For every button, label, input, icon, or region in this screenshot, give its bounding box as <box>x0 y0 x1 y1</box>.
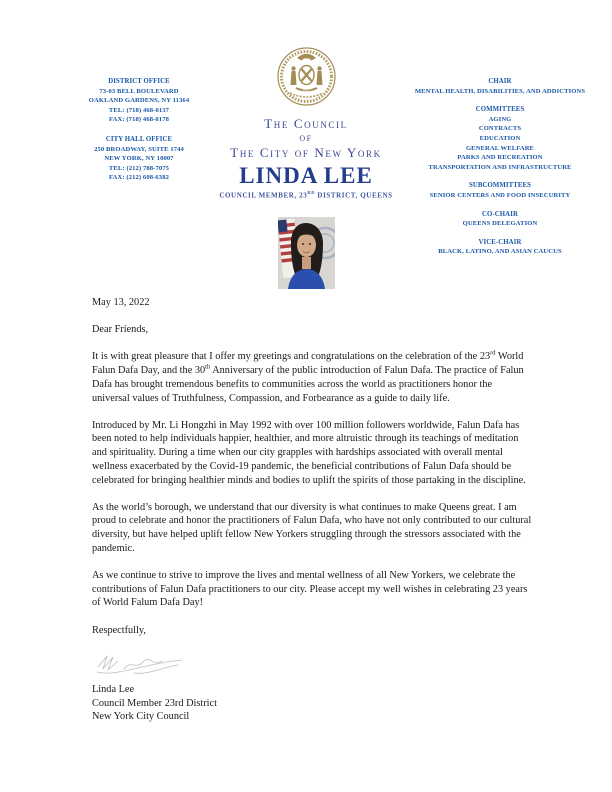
member-title: COUNCIL MEMBER, 23RD DISTRICT, QUEENS <box>219 190 393 200</box>
letter-paragraph: As we continue to strive to improve the lives and mental wellness of all New Yorkers, we celebrate the contributions of Falun Dafa practitioners to our city. Please accept my well wishes in celebrating 23 years of World Falum Dafa Day! <box>92 570 528 609</box>
district-office-address-line: OAKLAND GARDENS, NY 11364 <box>88 97 190 105</box>
role-group-chair <box>396 77 604 96</box>
city-hall-office-fax: FAX: (212) 608-6382 <box>108 174 169 182</box>
seal-year: 1625 <box>301 87 311 93</box>
org-name-line: of <box>299 132 313 144</box>
letter-paragraph: As the world’s borough, we understand that our diversity is what continues to make Queens great. I am proud to celebrate and honor the practitioners of Falun Dafa, who have not only contributed to our cultural diversity, but have helped uplift fellow New Yorkers struggling through the stressors associated with the pandemic. <box>92 501 532 554</box>
signer-block <box>92 683 532 724</box>
city-hall-office-title: CITY HALL OFFICE <box>105 135 173 143</box>
org-name-line: The Council <box>264 116 348 131</box>
role-group-committees <box>396 105 604 172</box>
role-item: MENTAL HEALTH, DISABILITIES, AND ADDICTIONS <box>414 87 586 95</box>
portrait-photo <box>278 217 335 289</box>
city-hall-office-tel: TEL: (212) 788-7075 <box>108 164 170 172</box>
role-item: SENIOR CENTERS AND FOOD INSECURITY <box>429 191 571 199</box>
signer-org: New York City Council <box>92 711 190 723</box>
role-item: GENERAL WELFARE <box>465 144 535 152</box>
role-heading: CHAIR <box>488 78 512 85</box>
role-item: PARKS AND RECREATION <box>457 154 543 162</box>
role-item: TRANSPORTATION AND INFRASTRUCTURE <box>428 163 572 171</box>
nyc-city-seal-icon <box>276 45 337 108</box>
letter-closing: Respectfully, <box>92 624 146 636</box>
role-item: EDUCATION <box>479 134 521 142</box>
role-heading: SUBCOMMITTEES <box>468 182 532 190</box>
letter-date: May 13, 2022 <box>92 297 150 308</box>
role-heading: CO-CHAIR <box>482 210 518 218</box>
district-office-address-line: 73-03 BELL BOULEVARD <box>99 87 179 95</box>
role-item: AGING <box>488 115 512 123</box>
org-name-line: The City of New York <box>230 145 382 160</box>
role-item: QUEENS DELEGATION <box>462 220 538 228</box>
district-office-fax: FAX: (718) 468-0178 <box>108 116 169 124</box>
letter-paragraph: Introduced by Mr. Li Hongzhi in May 1992 with over 100 million followers worldwide, Falun Dafa has been noted to help individuals happier, healthier, and more altruistic through its teachings of meditation and spirituality. During a time when our city grapples with hardships associated with overall mental wellness exacerbated by the Covid-19 pandemic, the beneficial contributions of Falun Dafa should be celebrated for bringing healthier minds and bodies to uplift the spirits of those partaking in the discipline. <box>92 419 526 486</box>
signer-name: Linda Lee <box>92 683 135 695</box>
role-group-vice-chair <box>396 238 604 257</box>
district-office-tel: TEL: (718) 468-0137 <box>108 106 170 114</box>
handwritten-signature <box>94 651 186 677</box>
district-office-title: DISTRICT OFFICE <box>108 78 170 85</box>
role-group-subcommittees <box>396 181 604 200</box>
role-heading: VICE-CHAIR <box>478 238 522 246</box>
city-hall-office-address-line: 250 BROADWAY, SUITE 1744 <box>94 145 184 153</box>
letter-paragraph: It is with great pleasure that I offer my greetings and congratulations on the celebration of the 23rd World Falun Dafa Day, and the 30th Anniversary of the public introduction of Falun Dafa. The practice of Falun Dafa has brought tremendous benefits to communities across the world as practitioners honor the universal values of Truthfulness, Compassion, and Forbearance as a guide to daily life. <box>92 349 524 404</box>
role-item: CONTRACTS <box>478 125 522 133</box>
member-name: LINDA LEE <box>239 163 373 188</box>
letterhead-center <box>206 45 406 289</box>
role-group-co-chair <box>396 210 604 229</box>
role-heading: COMMITTEES <box>475 106 525 114</box>
city-hall-office-address-line: NEW YORK, NY 10007 <box>104 155 174 163</box>
letter-salutation: Dear Friends, <box>92 324 149 336</box>
letter-body <box>92 296 532 724</box>
role-item: BLACK, LATINO, AND ASIAN CAUCUS <box>438 248 562 256</box>
signer-title: Council Member 23rd District <box>92 697 217 709</box>
committee-roles-block <box>396 77 604 266</box>
